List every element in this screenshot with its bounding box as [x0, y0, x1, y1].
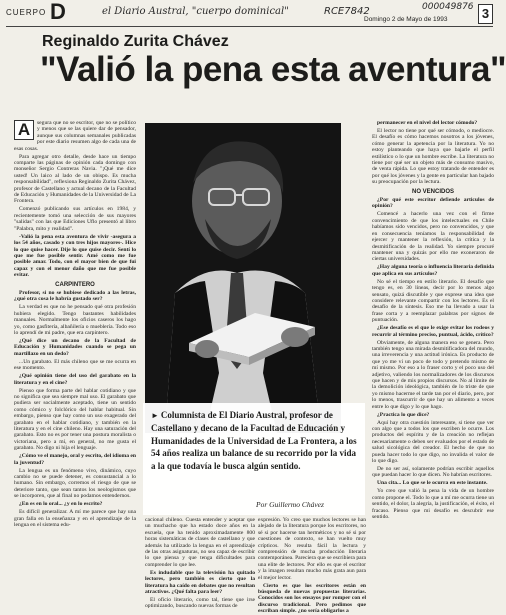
interview-question: ¿Por qué este escritor defiende articulos de opinión?: [372, 197, 494, 210]
portrait-illustration: [145, 123, 341, 433]
article-headline: "Valió la pena esta aventura": [40, 50, 506, 89]
interview-question: permanecer en el nivel del lector cómodo?: [377, 120, 478, 126]
interview-question: ¿Qué dice un decano de la Facultad de Educación y Humanidades cuando se pega un martillazo en un dedo?: [14, 337, 136, 357]
interview-question: -Valió la pena esta aventura de vivir -asegura a los 54 años, casado y con tres hijos mayores-. Hice lo que quise hacer. Dije lo que quise decir. Sentí lo que me fue posible sentir. Amé como me fue posible amar. Todo, con el mayor bien de que fui capaz y con el menor daño que me fue posible evitar.: [14, 233, 136, 279]
section-subhead: CARPINTERO: [55, 281, 95, 288]
section-subhead: NO VENCIDOS: [411, 188, 454, 195]
interview-question: ¿En es en lo oral... ¿y en lo escrito?: [19, 501, 103, 508]
caption-author: Por Guillermo Chávez: [256, 500, 324, 509]
portrait-photo: [145, 123, 341, 433]
article-paragraph: Yo creo que valió la pena la vida de un hombre como propone el. Todo lo que a mí me ocurra tiene un sentido, el dolor, la alegría, la justificación, el éxito, el fracaso. Pienso que mi desafío es descubrir ese sentido.: [372, 488, 494, 521]
article-column-1: [14, 120, 136, 596]
caption-arrow-icon: ►: [151, 411, 161, 420]
page-number: 3: [478, 4, 493, 24]
interview-question: Profesor, si no se hubiese dedicado a las letras, ¿qué otra cosa le habría gustado ser?: [14, 289, 136, 303]
photo-caption: [143, 403, 365, 515]
handwritten-code: RCE7842: [324, 6, 370, 17]
article-paragraph: expresión. Yo creo que muchos lectores se han alejado de la literatura porque los escritores, no sé si por hacerse tan herméticos y no sé si por cuestiones de contexto, se han vuelto muy crípticos. No resulta fácil la lectura y comprensión de mucha producción literaria contemporánea. Pareciera que se escribiera para una elite de lectores. Por ello es que el escritor y la imagen resultan mucho más grata aun para el mejor lector.: [258, 517, 366, 581]
article-paragraph: Pienso que forma parte del hablar cotidiano y que no significa que sea siempre mal uso. El garabato que pudiera ser socialmente aceptado, tiene un sentido como cómico y folclórico del hablar habitual. Sin embargo, pienso que hay como un uso exagerado del garabato en el hablar cotidiano, y también en la literatura y en el cine chileno. Hay una saturación del garabato. Esto no es por tener una postura moralista o victoriana, pero a mí, en general, no me gusta el garabato. No digo ni hija el lenguaje.: [14, 387, 136, 452]
page-header: [6, 0, 493, 27]
article-paragraph: No sé el tiempo en estilo literario. El desafío que tengo es, en 30 líneas, decir por lo menos algo sensato, quizá discutible y que exprese una idea que considere relevante compartir con los lectores. Es el desafío de la síntesis. Eso me ha llevado a usar la frase corta y a reemplazar palabras por signos de puntuación.: [372, 278, 494, 324]
article-paragraph: De no ser así, solamente podrían escribir aquellos que puedan hacer lo que dicen. No habrían escritores.: [372, 466, 494, 479]
article-paragraph: Comencé a hacerlo una vez con el firme convencimiento de que los intelectuales en Chile habíamos sido vencidos, pero no convencidos, y que en consecuencia teníamos la responsabilidad de ejercer y mantener la reflexión, la crítica y la desmitificación de la realidad. Yo siempre procuré mantener una y quizás por ello me exoneraron de ciertas universidades.: [372, 211, 494, 263]
handwritten-note: el Diario Austral, "cuerpo dominical": [102, 6, 289, 17]
article-paragraph: La verdad es que no he pensado qué otra profesión hubiera elegido. Tengo bastantes habilidades manuales. Normalmente los oficios caseros los hago yo, como gasfitería, albañilería o mueblería. Todo eso lo aprendí de mi padre, que era carpintero.: [14, 304, 136, 336]
interview-question: Cierto es que los escritores están en búsqueda de nuevas propuestas literarias. Conocidos son los ensayos por romper con el discurso tradicional. Pero pedimos que escriban simple. ¿no sería obligarlos a: [258, 582, 366, 615]
article-paragraph: cacional chileno. Cuesta entender y aceptar que un muchacho que ha estado doce años en la escuela, que ha tenido aproximadamente 800 horas sistemáticas de clases de castellano y que además ha utilizado la lengua en el aprendizaje de las otras asignaturas, no sea capaz de escribir lo que piensa y que tenga dificultades para comprender lo que lee.: [145, 517, 255, 568]
article-paragraph: Aquí hay otra cuestión interesante, si tiene que ver con algo que a todos los que escriben le ocurre. Los productos del espíritu y de la creación no reflejan necesariamente o deben ser evaluados por el estado de salud sicológica del creador. El hecho de que no pueda hacer todo lo que digo, no invalida el valor de lo que digo.: [372, 419, 494, 465]
article-paragraph: El lector no tiene por qué ser cómodo, o mediocre. El desafío es cómo hacemos nosotros a los jóvenes, cómo generar la apetencia por la literatura. Yo no estoy planteando que haya que bajarle el perfil estilístico o lo que un hombre escribe. La literatura no tiene por qué ser un objeto más de consumo masivo, de venta rápida. Lo que estoy tratando de entender es por qué los jóvenes y la gente en particular han bajado su preocupación por la lectura.: [372, 128, 494, 186]
article-column-2: [145, 517, 255, 610]
interview-question: ¿Practica lo que dice?: [377, 411, 430, 418]
interview-question: Una cita... Lo que se le ocurra en este instante.: [377, 480, 488, 487]
article-paragraph: segura que no se escritor, que no se político y menos que se las quiere dar de pensador, aunque sus columnas semanales publicadas por este diario resumen algo de cada una de esas cosas.: [14, 120, 136, 152]
article-paragraph: La lengua es un fenómeno vivo, dinámico, cuyo cambio no se puede detener, es consustancial a lo humano. Sin embargo, corremos el riesgo de que se deteriore tanto, que sean tantos los neologismos que se incorporen, que al final no podamos entendernos.: [14, 467, 136, 500]
article-paragraph: Para agregar otro detalle, desde hace un tiempo comparte las páginas de opinión cada domingo con monseñor Sergio Contreras Navia. "¡Qué me dice usted! Un laico al lado de un obispo. Es mucha responsabilidad", reflexiona Reginaldo Zurita Chávez, profesor de Castellano y actual decano de la Facultad de Educación y Humanidades de la Universidad de La Frontera.: [14, 153, 136, 205]
issue-date: Domingo 2 de Mayo de 1993: [364, 16, 448, 23]
caption-text: Columnista de El Diario Austral, profesor de Castellano y decano de la Facultad de Educación y Humanidades de la Universidad de La Frontera, a los 54 años realiza un balance de su recorrido por la vida a la que todavía le busca algún sentido.: [151, 410, 357, 471]
article-paragraph: ...Un garabato. El más chileno que se me ocurra en ese momento.: [14, 358, 136, 372]
article-paragraph: El oficio literario, como tal, tiene que irse optimizando, buscando nuevas formas de: [145, 597, 255, 610]
interview-question: ¿Hay alguna teoría o influencia literaria definida que aplica en sus artículos?: [372, 264, 494, 277]
drop-cap: A: [14, 120, 34, 140]
article-kicker: Reginaldo Zurita Chávez: [42, 33, 229, 50]
interview-question: ¿Qué opinión tiene del uso del garabato en la literatura y en el cine?: [14, 373, 136, 386]
article-paragraph: Es difícil generalizar. A mí me parece que hay una gran falla en la enseñanza y en el aprendizaje de la lengua en el sistema edu-: [14, 509, 136, 529]
interview-question: Es indudable que la televisión ha quitado lectores, pero también es cierto que la literatura ha caído en debates que no resultan atractivos. ¿Qué falta para leer?: [145, 569, 255, 596]
interview-question: ¿Cómo ve el manejo, oral y escrito, del idioma en la juventud?: [14, 453, 136, 466]
article-column-3: [258, 517, 366, 615]
interview-question: ¿Ese desafío es el que le exige evitar los rodeos y recurrir al término preciso, puntual, ácido, crítico?: [372, 325, 494, 338]
handwritten-code-2: 000049876: [422, 2, 474, 12]
article-paragraph: Comenzó publicando sus artículos en 1984, y recientemente tomó una selección de sus mayores "salidas" con las que Ediciones Uflo presentó al libro "Palabra, mito y realidad".: [14, 206, 136, 232]
article-column-4: [372, 120, 494, 596]
article-paragraph: Obviamente, de alguna manera eso se genera. Pero también tengo una mirada desmitificadora del mundo, una irreverencia y una actitud irónica. Es producto de que yo me vi un poco de todo y pretendo mismo de mí mismo. Por eso a lo fraser corto y el poco uso del adjetivo, valiendo los normalizadores de los discursos que hacen y de mis propios discursos. No al límite de la demolición ideológica, también de lo triste de que yo mismo hacerme el tarde tan por el diario, pero, por lo menos, trascurrir de que hay un alimento a veces entre lo que digo y lo que hago.: [372, 339, 494, 410]
section-label: CUERPO: [6, 8, 47, 17]
section-letter: D: [50, 0, 66, 24]
